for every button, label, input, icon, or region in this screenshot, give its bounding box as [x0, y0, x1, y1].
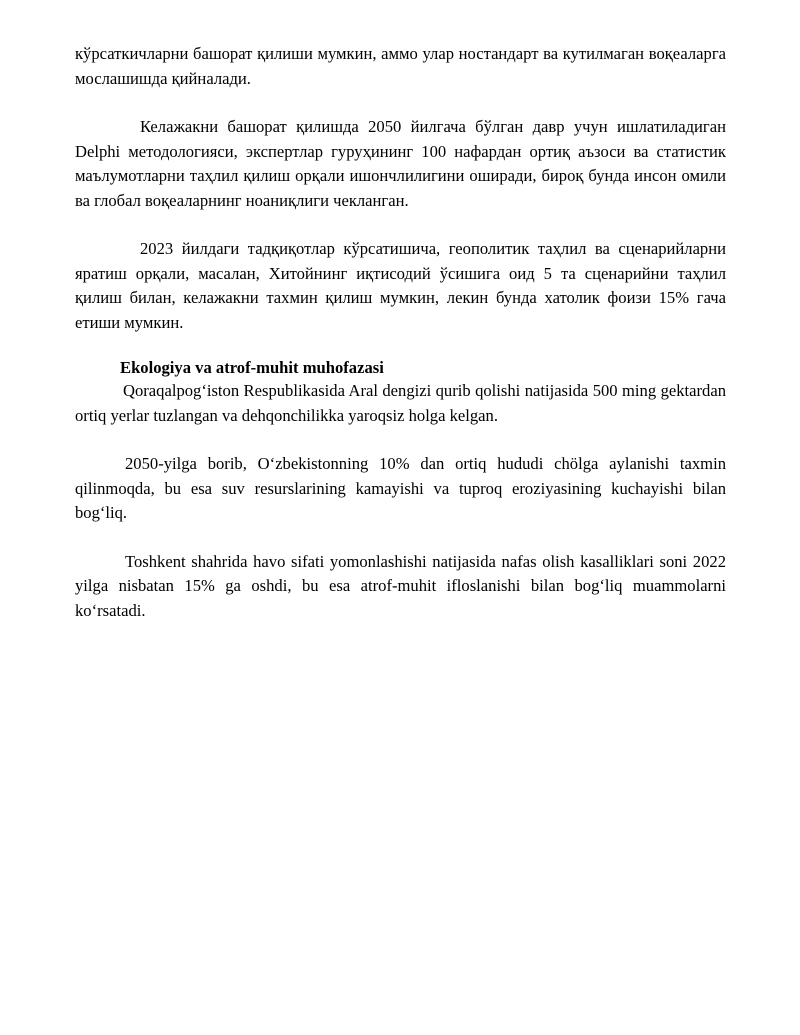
- section-heading: Ekologiya va atrof-muhit muhofazasi: [120, 358, 384, 377]
- paragraph-aral: Qoraqalpogʻiston Respublikasida Aral dengizi qurib qolishi natijasida 500 ming gektardan ortiq yerlar tuzlangan va dehqonchilikka yaroqsiz holga kelgan.: [75, 381, 726, 425]
- paragraph-continuation: кўрсаткичларни башорат қилиши мумкин, аммо улар ностандарт ва кутилмаган воқеаларга мослашишда қийналади.: [75, 44, 726, 88]
- document-page: [75, 42, 726, 623]
- paragraph-geopolitics: 2023 йилдаги тадқиқотлар кўрсатишича, геополитик таҳлил ва сценарийларни яратиш орқали, масалан, Хитойнинг иқтисодий ўсишига оид 5 та сценарийни таҳлил қилиш билан, келажакни тахмин қилиш мумкин, лекин бунда хатолик фоизи 15% гача етиши мумкин.: [75, 239, 726, 332]
- paragraph-desertification: 2050-yilga borib, Oʻzbekistonning 10% dan ortiq hududi chölga aylanishi taxmin qilinmoqda, bu esa suv resurslarining kamayishi va tuproq eroziyasining kuchayishi bilan bogʻliq.: [75, 454, 726, 522]
- paragraph-air-quality: Toshkent shahrida havo sifati yomonlashishi natijasida nafas olish kasalliklari soni 2022 yilga nisbatan 15% ga oshdi, bu esa atrof-muhit ifloslanishi bilan bogʻliq muammolarni koʻrsatadi.: [75, 551, 726, 620]
- paragraph-delphi: Келажакни башорат қилишда 2050 йилгача бўлган давр учун ишлатиладиган Delphi методологияси, экспертлар гуруҳининг 100 нафардан ортиқ аъзоси ва статистик маълумотларни таҳлил қилиш орқали ишончлилигини оширади, бироқ бунда инсон омили ва глобал воқеаларнинг ноаниқлиги чекланган.: [75, 117, 726, 210]
